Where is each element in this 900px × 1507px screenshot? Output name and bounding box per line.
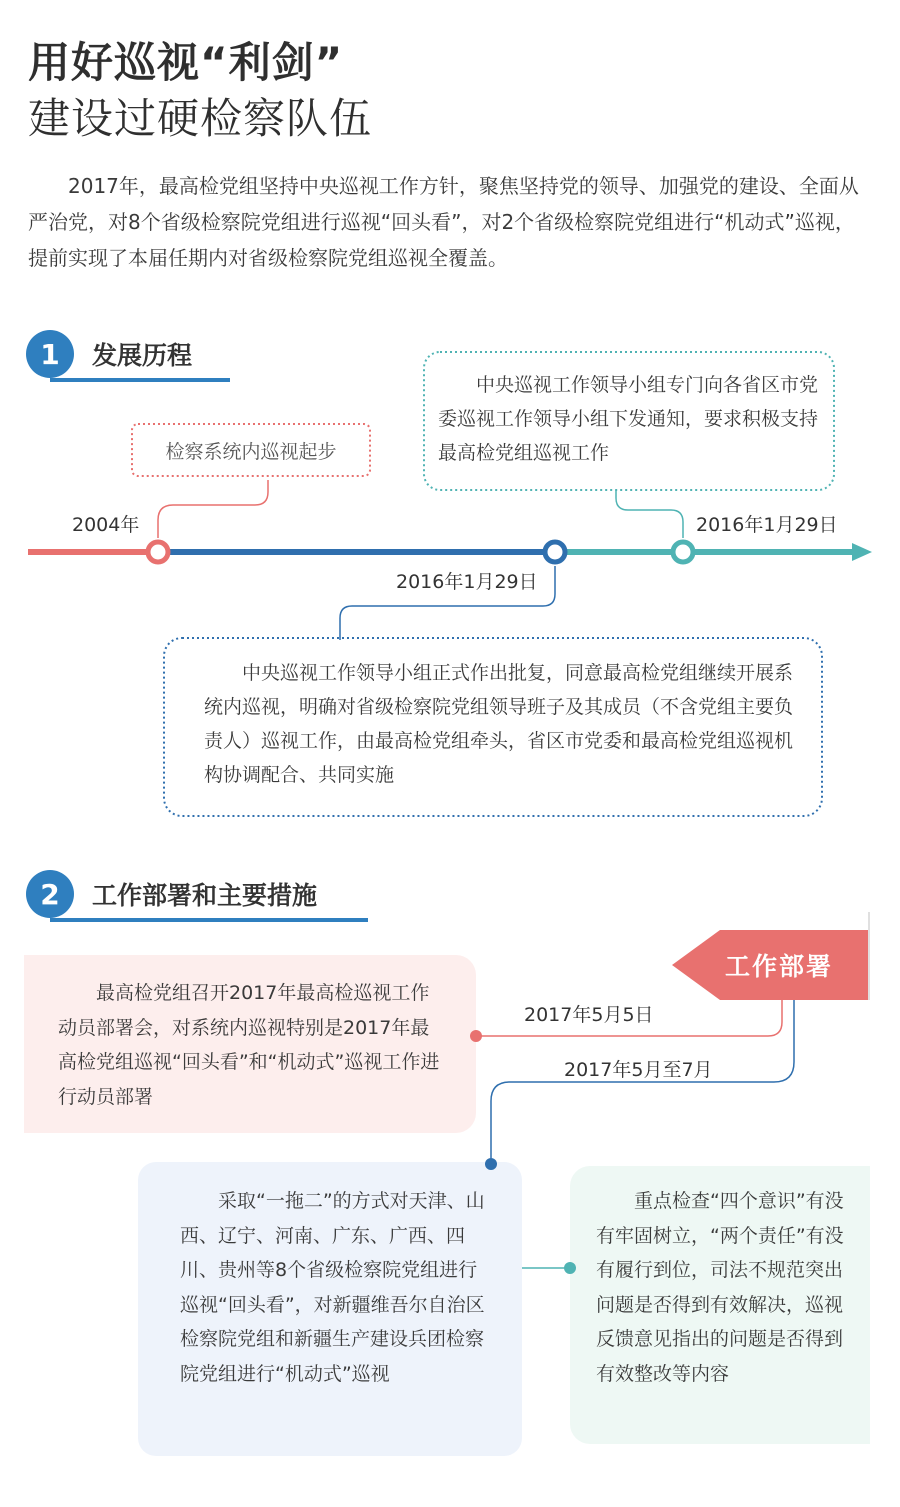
connector-2016-b: [616, 490, 683, 538]
section-2-number: 2: [26, 870, 74, 918]
section-1-title: 发展历程: [92, 341, 193, 370]
page-title: 用好巡视“利剑”: [28, 38, 344, 87]
section-1-number: 1: [26, 330, 74, 378]
connector-2004: [158, 480, 268, 538]
page-subtitle: 建设过硬检察队伍: [28, 94, 373, 143]
event-approval-text: 中央巡视工作领导小组正式作出批复，同意最高检党组继续开展系统内巡视，明确对省级检察院党组领导班子及其成员（不含党组主要负责人）巡视工作，由最高检党组牵头，省区市党委和最高检党组巡视机构协调配合、共同实施: [204, 662, 794, 786]
deploy-date-2: 2017年5月至7月: [564, 1059, 713, 1081]
timeline-node-2004: [148, 542, 168, 562]
card-focus-text: 重点检查“四个意识”有没有牢固树立，“两个责任”有没有履行到位，司法不规范突出问题是否得到有效解决，巡视反馈意见指出的问题是否得到有效整改等内容: [596, 1190, 844, 1385]
event-notice-text: 中央巡视工作领导小组专门向各省区市党委巡视工作领导小组下发通知，要求积极支持最高检党组巡视工作: [438, 374, 819, 464]
timeline-node-2016-a: [545, 542, 565, 562]
intro-text: 2017年，最高检党组坚持中央巡视工作方针，聚焦坚持党的领导、加强党的建设、全面从严治党，对8个省级检察院党组进行巡视“回头看”，对2个省级检察院党组进行“机动式”巡视，提前实现了本届任期内对省级检察院党组巡视全覆盖。: [28, 174, 859, 270]
event-2004-date: 2004年: [72, 514, 140, 536]
tag-deployment: 工作部署: [724, 952, 833, 981]
timeline-node-2016-b: [673, 542, 693, 562]
event-2004-text: 检察系统内巡视起步: [165, 440, 337, 463]
event-approval-date: 2016年1月29日: [396, 571, 538, 593]
section-2-title: 工作部署和主要措施: [92, 881, 318, 910]
timeline-arrowhead: [852, 543, 872, 561]
event-notice-date: 2016年1月29日: [696, 514, 838, 536]
connector-focus-dot: [564, 1262, 576, 1274]
deploy-date-1: 2017年5月5日: [524, 1004, 654, 1026]
card-meeting-text: 最高检党组召开2017年最高检巡视工作动员部署会，对系统内巡视特别是2017年最高检党组巡视“回头看”和“机动式”巡视工作进行动员部署: [58, 982, 440, 1108]
card-method-text: 采取“一拖二”的方式对天津、山西、辽宁、河南、广东、广西、四川、贵州等8个省级检察院党组进行巡视“回头看”，对新疆维吾尔自治区检察院党组和新疆生产建设兵团检察院党组进行“机动式”巡视: [180, 1190, 485, 1385]
connector-method-dot: [485, 1158, 497, 1170]
connector-meeting-dot: [470, 1030, 482, 1042]
